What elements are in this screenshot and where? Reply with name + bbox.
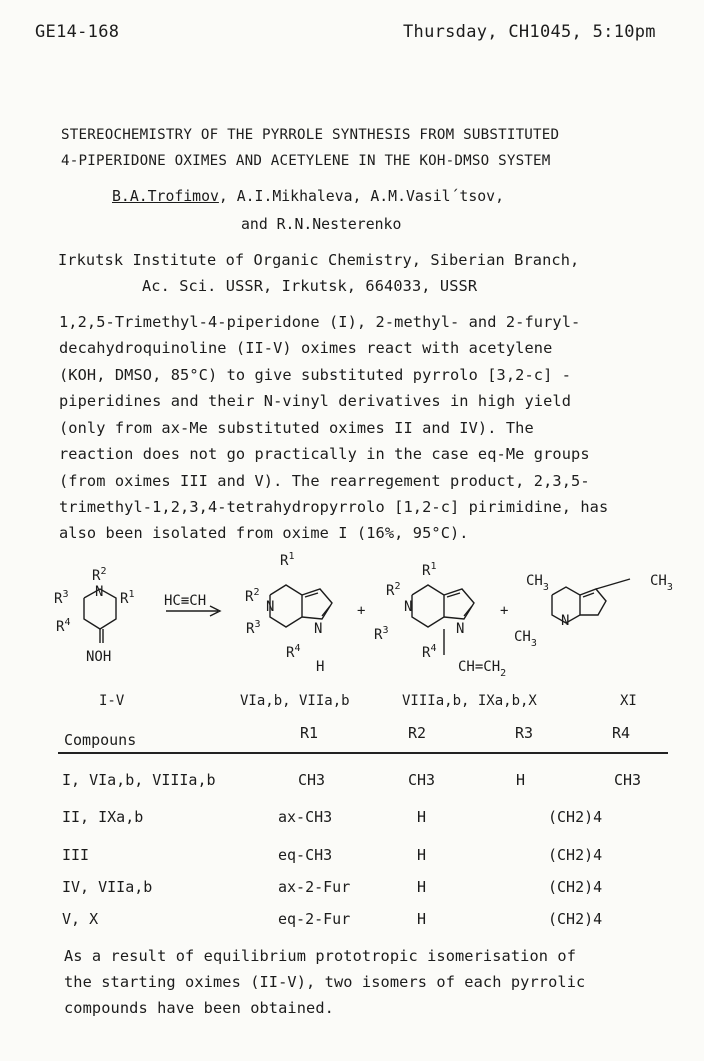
- table-rule: [58, 752, 668, 754]
- abstract-line: also been isolated from oxime I (16%, 95°C).: [59, 524, 469, 542]
- abstract-code: GE14-168: [35, 22, 120, 42]
- table-cell: eq-CH3: [278, 846, 333, 864]
- noh-label: NOH: [86, 649, 112, 665]
- abstract-line: (from oximes III and V). The rearregement product, 2,3,5-: [59, 472, 590, 490]
- svg-text:R1: $R^1$: [120, 589, 135, 607]
- svg-text:R1: $R^1$: [280, 551, 295, 569]
- svg-text:N: N: [404, 599, 413, 615]
- table-cell: CH3: [298, 771, 326, 789]
- affiliation-line-2: Ac. Sci. USSR, Irkutsk, 664033, USSR: [142, 277, 478, 295]
- svg-text:H: H: [316, 659, 325, 675]
- r2-label: $R^2$: [92, 566, 107, 584]
- compound-label: I-V: [99, 693, 125, 709]
- table-cell: H: [417, 846, 427, 864]
- table-cell: I, VIa,b, VIIIa,b: [62, 771, 216, 789]
- table-cell: (CH2)4: [548, 846, 603, 864]
- table-header-r1: R1: [300, 724, 319, 742]
- co-authors: , A.I.Mikhaleva, A.M.Vasil´tsov,: [218, 188, 504, 205]
- svg-text:R4: $R^4$: [286, 643, 301, 661]
- table-cell: II, IXa,b: [62, 808, 144, 826]
- table-cell: III: [62, 846, 90, 864]
- svg-text:R3: $R^3$: [374, 625, 389, 643]
- conclusion-line: As a result of equilibrium prototropic isomerisation of: [64, 947, 577, 965]
- title-line-1: STEREOCHEMISTRY OF THE PYRROLE SYNTHESIS FROM SUBSTITUTED: [61, 127, 560, 143]
- compound-label: VIIIa,b, IXa,b,X: [402, 693, 537, 709]
- table-cell: (CH2)4: [548, 878, 603, 896]
- svg-text:CH3: $CH_3$: [650, 573, 673, 593]
- title-line-2: 4-PIPERIDONE OXIMES AND ACETYLENE IN THE KOH-DMSO SYSTEM: [61, 153, 551, 169]
- authors-line-2: and R.N.Nesterenko: [241, 216, 402, 233]
- svg-text:R3: $R^3$: [246, 619, 261, 637]
- table-cell: ax-2-Fur: [278, 878, 351, 896]
- svg-text:R4: $R^4$: [56, 617, 71, 635]
- svg-text:N: N: [456, 621, 465, 637]
- compound-label: VIa,b, VIIa,b: [240, 693, 350, 709]
- table-cell: H: [516, 771, 526, 789]
- table-cell: H: [417, 910, 427, 928]
- svg-text:CH=CH2: $CH=CH_2$: [458, 659, 507, 679]
- table-cell: H: [417, 808, 427, 826]
- table-cell: CH3: [408, 771, 436, 789]
- abstract-line: decahydroquinoline (II-V) oximes react with acetylene: [59, 339, 553, 357]
- reaction-scheme: [40, 545, 680, 715]
- table-cell: CH3: [614, 771, 642, 789]
- abstract-line: reaction does not go practically in the case eq-Me groups: [59, 445, 590, 463]
- table-cell: V, X: [62, 910, 99, 928]
- abstract-line: (only from ax-Me substituted oximes II and IV). The: [59, 419, 534, 437]
- piperidine-ring-b: [412, 585, 444, 627]
- piperidine-ring-a: [270, 585, 302, 627]
- table-cell: ax-CH3: [278, 808, 333, 826]
- conclusion-line: compounds have been obtained.: [64, 999, 334, 1017]
- table-cell: (CH2)4: [548, 910, 603, 928]
- table-header-compounds: Compouns: [64, 731, 137, 749]
- abstract-line: piperidines and their N-vinyl derivatives in high yield: [59, 392, 572, 410]
- svg-text:R4: $R^4$: [422, 643, 437, 661]
- reagent-label: HC≡CH: [164, 593, 207, 609]
- table-cell: IV, VIIa,b: [62, 878, 153, 896]
- table-header-r4: R4: [612, 724, 631, 742]
- svg-text:+: +: [500, 603, 509, 619]
- svg-text:+: +: [357, 603, 366, 619]
- svg-text:CH3: $CH_3$: [526, 573, 549, 593]
- table-cell: (CH2)4: [548, 808, 603, 826]
- authors-line-1: [112, 188, 504, 205]
- presenting-author: B.A.Trofimov: [112, 188, 219, 205]
- svg-text:R1: $R^1$: [422, 561, 437, 579]
- abstract-line: 1,2,5-Trimethyl-4-piperidone (I), 2-methyl- and 2-furyl-: [59, 313, 581, 331]
- svg-text:N: N: [266, 599, 275, 615]
- svg-text:R3: $R^3$: [54, 589, 69, 607]
- svg-text:N: N: [95, 584, 104, 600]
- compound-label: XI: [620, 693, 637, 709]
- table-cell: H: [417, 878, 427, 896]
- table-header-r2: R2: [408, 724, 427, 742]
- affiliation-line-1: Irkutsk Institute of Organic Chemistry, Siberian Branch,: [58, 251, 580, 269]
- conclusion-line: the starting oximes (II-V), two isomers of each pyrrolic: [64, 973, 586, 991]
- svg-text:CH3: $CH_3$: [514, 629, 537, 649]
- abstract-line: trimethyl-1,2,3,4-tetrahydropyrrolo [1,2-c] pirimidine, has: [59, 498, 609, 516]
- table-header-r3: R3: [515, 724, 534, 742]
- svg-text:R2: $R^2$: [386, 581, 401, 599]
- session-info: Thursday, CH1045, 5:10pm: [403, 22, 656, 42]
- svg-text:N: N: [314, 621, 323, 637]
- svg-text:R2: $R^2$: [245, 587, 260, 605]
- svg-text:N: N: [561, 613, 570, 629]
- abstract-line: (KOH, DMSO, 85°C) to give substituted pyrrolo [3,2-c] -: [59, 366, 572, 384]
- table-cell: eq-2-Fur: [278, 910, 351, 928]
